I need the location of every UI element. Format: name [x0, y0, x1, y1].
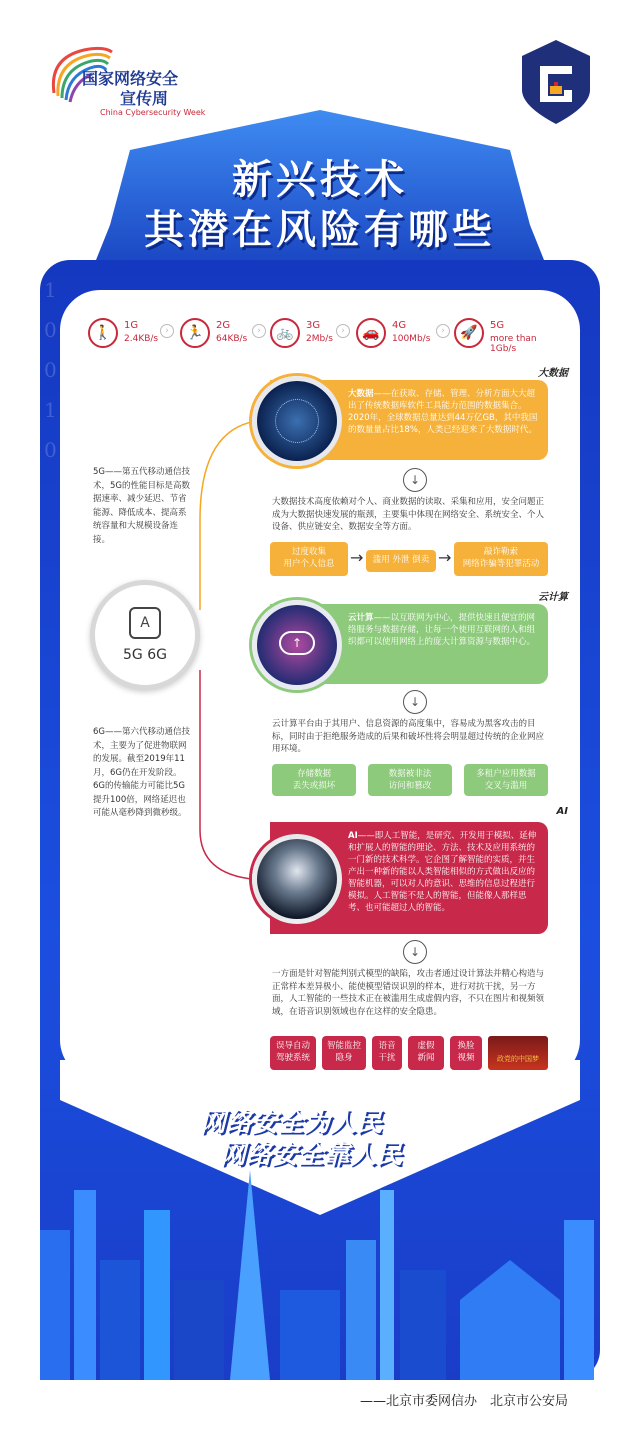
cloud-tag: 云计算: [538, 592, 568, 603]
speed-4g: [356, 318, 436, 358]
ai-head: AI: [348, 831, 358, 841]
logo-text-en: China Cybersecurity Week: [100, 108, 206, 117]
cloud-risk-3: 多租户应用数据 交叉与滥用: [464, 764, 548, 796]
bigdata-body: 大数据技术高度依赖对个人、商业数据的读取、采集和应用，安全问题正成为大数据快速发展的瓶颈，主要集中体现在网络安全、系统安全、个人设备、供应链安全、数据安全等方面。: [272, 497, 545, 532]
g6-description: 6G——第六代移动通信技术，主要为了促进物联网的发展。截至2019年11月，6G仍在开发阶段。6G的传输能力可能比5G提升100倍，网络延迟也可能从毫秒降到微秒级。: [93, 727, 190, 818]
speed-label: 5G: [490, 320, 505, 331]
bigdata-flow-1: 过度收集 用户个人信息: [270, 542, 348, 576]
g5-description: 5G——第五代移动通信技术，5G的性能目标是高数据速率、减少延迟、节省能源、降低成本、提高系统容量和大规模设备连接。: [93, 467, 190, 545]
cloud-head: 云计算: [348, 613, 374, 623]
city-skyline-illustration: [40, 1130, 600, 1380]
arrow-right-icon: ›: [336, 324, 350, 338]
cloud-risk-2: 数据被非法 访问和篡改: [368, 764, 452, 796]
bigdata-flow-2: 滥用 外泄 倒卖: [366, 550, 436, 572]
arrow-down-icon: ↓: [403, 468, 427, 492]
page-title-line1: 新兴技术: [232, 157, 408, 203]
bigdata-flow-3: 敲诈勒索 网络诈骗等犯罪活动: [454, 542, 548, 576]
ai-risk-4: 虚假 新闻: [408, 1036, 444, 1070]
bicycle-icon: 🚲: [270, 318, 300, 348]
deepfake-banner-text: 政党的中国梦: [497, 1055, 539, 1063]
bigdata-desc: ——在获取、存储、管理、分析方面大大超出了传统数据库软件工具能力范围的数据集合。2020年，全球数据总量达到44万亿GB，其中我国的数量量占比18%，人类已经迎来了大数据时代。: [348, 389, 538, 435]
ai-risk-2: 智能监控 隐身: [322, 1036, 366, 1070]
arrow-right-icon: ›: [252, 324, 266, 338]
cloud-desc: ——以互联网为中心，提供快速且便宜的网络服务与数据存储，让每一个使用互联网的人和组织都可以使用网络上的庞大计算资源与数据中心。: [348, 613, 536, 647]
bigdata-tag: 大数据: [538, 368, 568, 379]
cloud-upload-icon: ↑: [279, 631, 315, 655]
speed-1g: [88, 318, 168, 358]
cyber-week-logo: [44, 38, 224, 128]
deepfake-thumbnail: [488, 1036, 548, 1070]
logo-text-cn2: 宣传周: [120, 89, 169, 108]
speed-label: 4G: [392, 320, 407, 331]
cloud-upload-image: [252, 600, 342, 690]
center-5g6g-circle: [90, 580, 200, 690]
speed-label: 2G: [216, 320, 231, 331]
rocket-icon: 🚀: [454, 318, 484, 348]
shield-badge-icon: [520, 38, 592, 126]
ai-body: 一方面是针对智能判别式模型的缺陷，攻击者通过设计算法并精心构造与正常样本差异极小、能使模型错误识别的样本，进行对抗干扰，另一方面，人工智能的一些技术正在被滥用生成虚假内容，不只在图片和视频领域，在语音识别领域也存在这样的安全隐患。: [272, 969, 545, 1017]
arrow-right-icon: →: [350, 548, 364, 567]
speed-3g: [270, 318, 333, 358]
binary-decoration: 1 0 0 1 0: [44, 278, 57, 462]
page-title-line2: 其潜在风险有哪些: [144, 207, 496, 253]
bigdata-globe-image: [252, 376, 342, 466]
arrow-right-icon: →: [438, 548, 452, 567]
runner-icon: 🏃: [180, 318, 210, 348]
speed-label: 3G: [306, 320, 321, 331]
arrow-down-icon: ↓: [403, 690, 427, 714]
ai-risk-1: 误导自动 驾驶系统: [270, 1036, 316, 1070]
arrow-down-icon: ↓: [403, 940, 427, 964]
ai-robot-image: [252, 834, 342, 924]
car-icon: 🚗: [356, 318, 386, 348]
speed-value: 64KB/s: [216, 334, 248, 344]
speed-value: 100Mb/s: [392, 334, 431, 344]
ai-risk-5: 换脸 视频: [450, 1036, 482, 1070]
speed-5g: [454, 318, 564, 358]
arrow-right-icon: ›: [160, 324, 174, 338]
speed-value: more than 1Gb/s: [490, 334, 537, 354]
slogan-line2: 网络安全靠人民: [220, 1140, 403, 1170]
center-label: 5G 6G: [123, 647, 167, 663]
slogan-line1: 网络安全为人民: [200, 1108, 383, 1138]
speed-value: 2Mb/s: [306, 334, 333, 344]
arrow-right-icon: ›: [436, 324, 450, 338]
cloud-body: 云计算平台由于其用户、信息资源的高度集中，容易成为黑客攻击的目标，同时由于拒绝服务造成的后果和破坏性将会明显超过传统的企业网应用环境。: [272, 719, 545, 754]
ai-desc: ——即人工智能，是研究、开发用于模拟、延伸和扩展人的智能的理论、方法、技术及应用系统的一门新的技术科学。它企图了解智能的实质，并生产出一种新的能以人类智能相似的方式做出反应的智能机器，可以对人的意识、思维的信息过程进行模拟。人工智能不是人的智能，但能像人那样思考、也可能超过人的智能。: [348, 831, 537, 913]
ai-tag: AI: [556, 806, 568, 817]
antenna-icon: A: [129, 607, 161, 639]
speed-label: 1G: [124, 320, 139, 331]
bigdata-head: 大数据: [348, 389, 374, 399]
footer-credit: ——北京市委网信办 北京市公安局: [360, 1394, 569, 1409]
cloud-risk-1: 存储数据 丢失或损坏: [272, 764, 356, 796]
logo-text-cn: 国家网络安全: [82, 69, 179, 88]
speed-2g: [180, 318, 250, 358]
ai-risk-3: 语音 干扰: [372, 1036, 402, 1070]
walker-icon: 🚶: [88, 318, 118, 348]
speed-value: 2.4KB/s: [124, 334, 159, 344]
